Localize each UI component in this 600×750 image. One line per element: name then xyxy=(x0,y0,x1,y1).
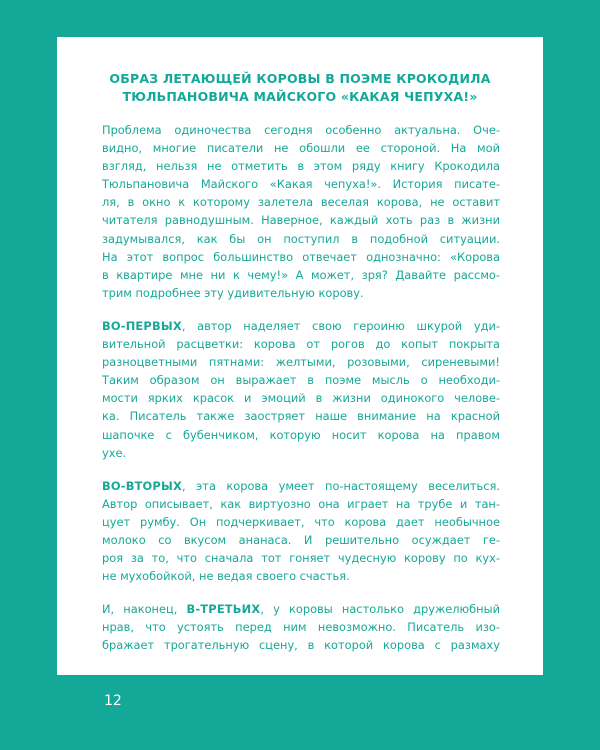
text-line: ухе. xyxy=(102,445,127,460)
text-fragment: , автор наделяет свою героиню шкурой уди- xyxy=(181,318,500,333)
text-fragment: И, наконец, xyxy=(102,602,187,617)
article-body xyxy=(102,121,500,670)
text-line: ка. Писатель также заостряет наше внимание на красной xyxy=(102,409,500,424)
paragraph-second-point xyxy=(102,477,500,586)
text-line: Автор описывает, как виртуозно она играет на трубе и тан- xyxy=(102,496,500,511)
text-line: видно, многие писатели не обошли ее стороной. На мой xyxy=(102,141,500,156)
article-title-line: ТЮЛЬПАНОВИЧА МАЙСКОГО «КАКАЯ ЧЕПУХА!» xyxy=(122,89,478,104)
text-line: взгляд, нельзя не отметить в этом ряду книгу Крокодила xyxy=(102,159,500,174)
text-line: в квартире мне ни к чему!» А может, зря? Давайте рассмо- xyxy=(102,267,500,282)
paragraph-first-point xyxy=(102,317,500,462)
page-number: 12 xyxy=(104,693,122,709)
text-line: мости ярких красок и эмоций в жизни одинокого челове- xyxy=(102,391,500,406)
text-line: бражает трогательную сцену, в которой корова с размаху xyxy=(102,638,500,653)
text-line: шапочке с бубенчиком, которую носит корова на правом xyxy=(102,427,500,442)
keyword-second: ВО-ВТОРЫХ xyxy=(102,478,182,493)
text-line-with-keyword xyxy=(102,477,500,495)
keyword-third: В-ТРЕТЬИХ xyxy=(186,602,261,617)
text-line: вительной расцветки: корова от рогов до копыт покрыта xyxy=(102,337,500,352)
text-line: разноцветными пятнами: желтыми, розовыми, сиреневыми! xyxy=(102,355,500,370)
text-fragment: , у коровы настолько дружелюбный xyxy=(260,602,500,617)
paragraph-third-point xyxy=(102,600,500,654)
text-line: задумывался, как бы он поступил в подобной ситуации. xyxy=(102,231,500,246)
text-line: ля, в окно к которому залетела веселая корова, не оставит xyxy=(102,195,500,210)
text-line-with-keyword xyxy=(102,600,500,618)
text-line: нрав, что устоять перед ним невозможно. Писатель изо- xyxy=(102,620,500,635)
text-line: Тюльпановича Майского «Какая чепуха!». История писате- xyxy=(102,177,500,192)
text-line: молоко со вкусом ананаса. И решительно осуждает ге- xyxy=(102,532,500,547)
text-line: Проблема одиночества сегодня особенно актуальна. Оче- xyxy=(102,123,500,137)
article-page xyxy=(57,37,543,675)
text-line: Таким образом он выражает в поэме мысль о необходи- xyxy=(102,373,500,388)
article-title-line: ОБРАЗ ЛЕТАЮЩЕЙ КОРОВЫ В ПОЭМЕ КРОКОДИЛА xyxy=(109,71,491,86)
text-line: роя за то, что сначала тот гоняет чудесную корову по кух- xyxy=(102,551,500,566)
text-fragment: , эта корова умеет по-настоящему веселиться. xyxy=(181,478,500,493)
text-line-with-keyword xyxy=(102,317,500,335)
text-line: цует румбу. Он подчеркивает, что корова дает необычное xyxy=(102,514,500,529)
text-line: читателя равнодушным. Наверное, каждый хоть раз в жизни xyxy=(102,213,500,228)
paragraph-introduction xyxy=(102,121,500,302)
text-line: трим подробнее эту удивительную корову. xyxy=(102,285,364,300)
keyword-first: ВО-ПЕРВЫХ xyxy=(102,318,182,333)
text-line: не мухобойкой, не ведая своего счастья. xyxy=(102,569,350,584)
article-title xyxy=(57,70,543,106)
text-line: На этот вопрос большинство отвечает однозначно: «Корова xyxy=(102,249,500,264)
